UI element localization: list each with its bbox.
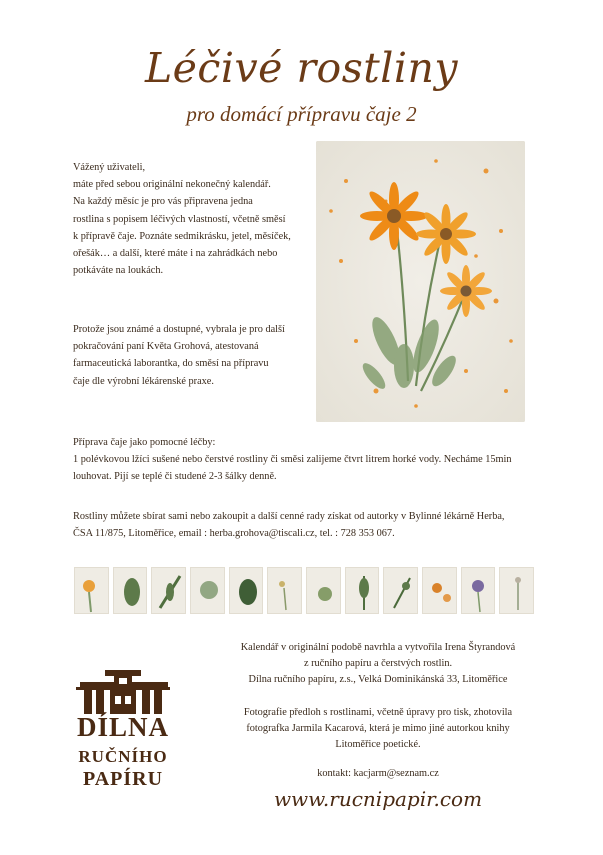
author-paragraph — [73, 321, 299, 390]
plant-thumbnail — [267, 567, 302, 614]
website-link[interactable]: www.rucnipapir.com — [273, 787, 483, 811]
collect-line: ČSA 11/875, Litoměřice, email : herba.grohova@tiscali.cz, tel. : 728 353 067. — [73, 528, 395, 540]
logo-word: RUČNÍHO — [78, 747, 168, 766]
intro-line: rostlina s popisem léčivých vlastností, včetně směsí — [73, 213, 286, 225]
credits-line: Fotografie předloh s rostlinami, včetně úpravy pro tisk, zhotovila — [243, 706, 513, 718]
building-icon — [70, 668, 176, 716]
plant-thumbnail — [113, 567, 148, 614]
preparation-line: louhovat. Pijí se teplé či studené 2-3 šálky denně. — [73, 471, 277, 483]
dilna-logo — [70, 668, 176, 808]
pressed-flower-photo — [316, 141, 525, 422]
credits-line: Dílna ručního papíru, z.s., Velká Dominikánská 33, Litoměřice — [248, 674, 508, 686]
author-line: Protože jsou známé a dostupné, vybrala je pro další — [73, 324, 285, 335]
preparation-line: 1 polévkovou lžíci sušené nebo čerstvé rostliny či směsi zalijeme čtvrt litrem horké vody. Necháme 15min — [73, 454, 512, 466]
plant-thumbnail — [383, 567, 418, 614]
intro-line: Na každý měsíc je pro vás připravena jedna — [73, 196, 253, 208]
author-line: pokračování paní Květa Grohová, atestovaná — [73, 341, 259, 353]
plant-thumbnail — [306, 567, 341, 614]
collect-paragraph — [73, 508, 538, 542]
preparation-paragraph — [73, 434, 543, 486]
plant-thumbnail — [499, 567, 534, 614]
author-line: čaje dle výrobní lékárenské praxe. — [73, 375, 214, 387]
plant-thumbnail — [422, 567, 457, 614]
plant-thumbnail — [229, 567, 264, 614]
page-title: Léčivé rostliny — [144, 44, 459, 92]
contact-email[interactable]: kontakt: kacjarm@seznam.cz — [317, 768, 439, 779]
intro-line: ořešák… a další, které máte i na zahrádkách nebo — [73, 248, 278, 260]
intro-line: máte před sebou originální nekonečný kalendář. — [73, 179, 271, 191]
page-subtitle: pro domácí přípravu čaje 2 — [186, 102, 417, 126]
intro-line: potkáváte na loukách. — [73, 265, 164, 277]
credits-line: fotografka Jarmila Kacarová, která je mimo jiné autorkou knihy — [246, 722, 510, 734]
intro-paragraph — [73, 159, 299, 279]
plant-thumbnail-strip — [74, 567, 534, 614]
plant-thumbnail — [345, 567, 380, 614]
intro-line: Vážený uživateli, — [73, 162, 146, 173]
credits-line: Kalendář v originální podobě navrhla a vytvořila Irena Štyrandová — [240, 642, 516, 653]
credits-spacer — [198, 689, 558, 705]
logo-word: PAPÍRU — [82, 768, 164, 790]
logo-word: DÍLNA — [76, 712, 169, 742]
credits-line: z ručního papíru a čerstvých rostlin. — [303, 658, 453, 670]
calendula-illustration — [316, 141, 525, 422]
credits-block — [198, 640, 558, 753]
intro-line: k přípravě čaje. Poznáte sedmikrásku, jetel, měsíček, — [73, 230, 291, 242]
author-line: farmaceutická laborantka, do směsí na přípravu — [73, 358, 269, 370]
plant-thumbnail — [151, 567, 186, 614]
preparation-heading: Příprava čaje jako pomocné léčby: — [73, 437, 216, 448]
plant-thumbnail — [461, 567, 496, 614]
credits-line: Litoměřice poetické. — [335, 739, 421, 751]
plant-thumbnail — [74, 567, 109, 614]
collect-line: Rostliny můžete sbírat sami nebo zakoupit a další cenné rady získat od autorky v Bylinné lékárně Herba, — [73, 511, 505, 522]
plant-thumbnail — [190, 567, 225, 614]
